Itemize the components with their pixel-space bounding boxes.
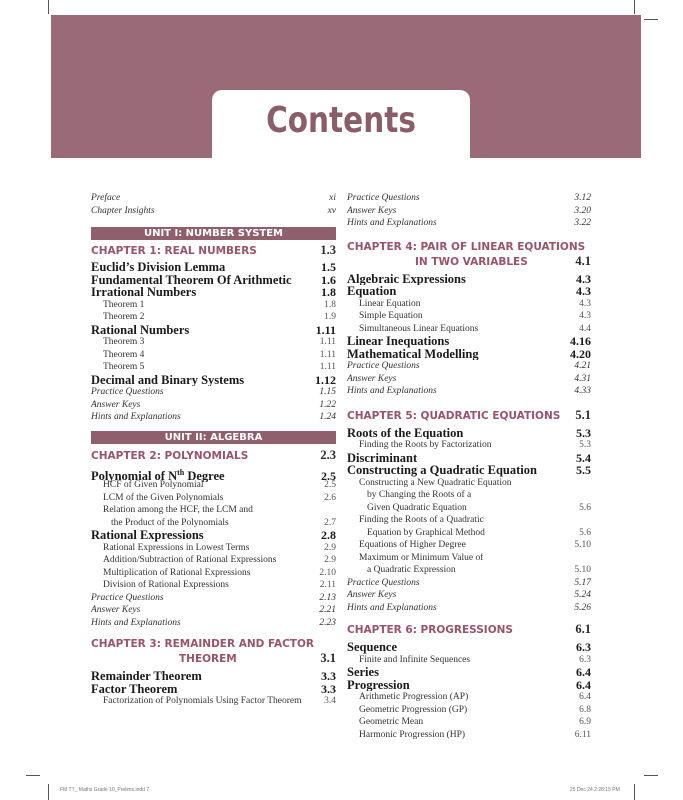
toc-entry-page: 2.3 [320, 447, 336, 462]
toc-entry-page: 5.6 [579, 502, 591, 513]
toc-aux-entry[interactable] [91, 399, 336, 412]
toc-entry-page: 5.3 [576, 425, 591, 440]
toc-entry-page: 2.10 [319, 567, 336, 578]
toc-entry-page: 6.1 [575, 622, 591, 636]
toc-entry-title: Mathematical Modelling [347, 347, 479, 360]
toc-aux-entry[interactable] [91, 617, 336, 630]
chapter-heading[interactable] [91, 448, 336, 462]
toc-entry-title: Arithmetic Progression (AP) [359, 692, 469, 702]
toc-entry-title: Factor Theorem [91, 682, 178, 695]
toc-column-left [91, 192, 336, 708]
toc-subsection-entry[interactable] [347, 704, 591, 717]
toc-subsection-entry[interactable] [91, 567, 336, 580]
toc-entry-page: 5.10 [574, 540, 591, 550]
toc-entry-title: Hints and Explanations [347, 218, 437, 228]
footer-file-info: FM TT_ Maths Grade 10_Prelims.indd 7 [60, 787, 150, 793]
toc-subsection-entry[interactable] [347, 310, 591, 323]
toc-subsection-entry[interactable] [347, 439, 591, 452]
toc-aux-entry[interactable] [347, 373, 591, 386]
toc-entry-page: 6.4 [576, 677, 591, 692]
toc-section-entry[interactable] [347, 452, 591, 465]
crop-mark [48, 0, 49, 14]
toc-section-entry[interactable] [91, 374, 336, 387]
toc-entry-title: Progression [347, 678, 410, 691]
toc-subsection-entry[interactable] [347, 564, 591, 577]
unit-header: UNIT I: NUMBER SYSTEM [91, 227, 336, 240]
toc-entry-page: 3.3 [321, 669, 336, 683]
toc-section-entry[interactable] [91, 261, 336, 274]
toc-entry-title: Geometric Mean [359, 717, 424, 727]
toc-subsection-entry[interactable] [347, 716, 591, 729]
spacer [347, 230, 591, 240]
toc-subsection-entry[interactable] [347, 298, 591, 311]
toc-entry-title: a Quadratic Expression [367, 565, 456, 575]
toc-entry-title: Relation among the HCF, the LCM and [103, 505, 253, 515]
chapter-heading[interactable] [91, 651, 336, 665]
toc-section-entry[interactable] [91, 274, 336, 287]
chapter-heading[interactable] [347, 622, 591, 636]
toc-section-entry[interactable] [91, 670, 336, 683]
toc-entry-title: Equations of Higher Degree [359, 540, 466, 550]
toc-entry-page: 5.10 [574, 565, 591, 575]
toc-section-entry[interactable] [347, 641, 591, 654]
toc-entry-title: Theorem 5 [103, 362, 145, 372]
toc-entry-title: Hints and Explanations [91, 412, 181, 422]
toc-entry-title: Simple Equation [359, 311, 423, 321]
toc-section-entry[interactable] [91, 467, 336, 483]
spacer [347, 398, 591, 408]
toc-subsection-entry[interactable] [91, 517, 336, 530]
toc-entry-page: 6.4 [576, 665, 591, 679]
toc-aux-entry[interactable] [347, 217, 591, 230]
toc-entry-title: Theorem 2 [103, 312, 145, 322]
toc-entry-title: Polynomial of $N^{th}$ Degree [91, 467, 225, 483]
toc-subsection-entry[interactable] [91, 504, 336, 517]
toc-entry-title: CHAPTER 3: REMAINDER AND FACTOR [91, 638, 314, 650]
toc-entry-page: 1.22 [319, 399, 336, 410]
toc-entry-page: xi [329, 193, 336, 203]
toc-aux-entry[interactable] [91, 386, 336, 399]
toc-entry-page: 4.3 [576, 284, 591, 298]
toc-subsection-entry[interactable] [91, 542, 336, 555]
toc-subsection-entry[interactable] [347, 539, 591, 552]
toc-entry-page: 1.11 [315, 322, 336, 337]
toc-entry-page: 5.26 [574, 602, 591, 613]
toc-entry-page: 1.15 [319, 387, 336, 397]
toc-entry-page: 2.9 [324, 555, 336, 565]
toc-entry-title: Harmonic Progression (HP) [359, 729, 466, 740]
toc-entry-title: Decimal and Binary Systems [91, 373, 245, 386]
toc-entry-title: Geometric Progression (GP) [359, 704, 468, 715]
toc-entry-title: Preface [91, 193, 121, 203]
toc-entry-title: Euclid’s Division Lemma [91, 261, 226, 274]
toc-entry-title: Rational Numbers [91, 323, 190, 336]
toc-entry-title: Constructing a New Quadratic Equation [359, 477, 512, 488]
toc-entry-title: Maximum or Minimum Value of [359, 552, 484, 563]
toc-entry-page: 1.24 [319, 412, 336, 422]
toc-entry-title: Finite and Infinite Sequences [359, 654, 471, 665]
toc-entry-title: Remainder Theorem [91, 670, 202, 683]
toc-entry-title: Theorem 4 [103, 349, 145, 360]
toc-entry-title: Practice Questions [91, 387, 164, 397]
toc-subsection-entry[interactable] [91, 361, 336, 374]
toc-entry-title: IN TWO VARIABLES [415, 255, 528, 268]
toc-entry-page: 1.12 [315, 372, 336, 387]
toc-entry-title: Irrational Numbers [91, 286, 197, 299]
toc-entry-page: 6.3 [576, 640, 591, 654]
toc-subsection-entry[interactable] [347, 729, 591, 742]
toc-entry-page: 1.5 [321, 260, 336, 274]
toc-column-right [347, 192, 591, 741]
crop-mark [26, 775, 40, 776]
toc-entry-title: Multiplication of Rational Expressions [103, 567, 251, 578]
toc-entry-page: 5.24 [574, 590, 591, 600]
toc-subsection-entry[interactable] [91, 492, 336, 505]
toc-entry-page: 5.4 [576, 450, 591, 465]
toc-entry-page: 4.3 [579, 311, 591, 321]
toc-entry-title: CHAPTER 2: POLYNOMIALS [91, 449, 249, 462]
chapter-heading[interactable] [347, 408, 591, 422]
crop-mark [644, 775, 658, 776]
toc-entry-title: by Changing the Roots of a [367, 490, 472, 500]
toc-entry-page: 2.6 [324, 492, 336, 503]
toc-entry-title: Discriminant [347, 451, 418, 464]
toc-entry-page: 4.3 [579, 298, 591, 309]
toc-aux-entry[interactable] [91, 604, 336, 617]
toc-section-entry[interactable] [347, 679, 591, 692]
toc-subsection-entry[interactable] [347, 552, 591, 565]
toc-section-entry[interactable] [347, 335, 591, 348]
toc-entry-page: 1.8 [324, 299, 336, 310]
toc-aux-entry[interactable] [91, 411, 336, 424]
crop-mark [634, 0, 635, 14]
toc-entry-page: 5.1 [575, 407, 591, 422]
toc-aux-entry[interactable] [347, 385, 591, 398]
spacer [91, 424, 336, 431]
toc-aux-entry[interactable] [347, 577, 591, 590]
toc-entry-page: 2.23 [319, 617, 336, 628]
toc-entry-page: 3.20 [574, 205, 591, 216]
toc-entry-title: Linear Inequations [347, 335, 450, 348]
toc-entry-page: 1.8 [321, 285, 336, 299]
toc-entry-title: Hints and Explanations [347, 386, 437, 396]
toc-entry-page: 5.3 [579, 440, 591, 450]
toc-entry-page: 4.3 [576, 271, 591, 286]
chapter-heading[interactable] [91, 243, 336, 257]
spacer [91, 629, 336, 637]
toc-entry-title: the Product of the Polynomials [111, 517, 229, 528]
toc-subsection-entry[interactable] [347, 691, 591, 704]
toc-entry-page: 2.5 [321, 468, 336, 483]
toc-aux-entry[interactable] [347, 205, 591, 218]
toc-entry-title: Practice Questions [91, 592, 164, 603]
toc-subsection-entry[interactable] [347, 502, 591, 515]
toc-entry-page: 4.31 [574, 373, 591, 384]
toc-entry-page: 3.22 [574, 218, 591, 228]
toc-subsection-entry[interactable] [91, 695, 336, 708]
toc-entry-title: Hints and Explanations [91, 617, 181, 628]
toc-entry-title: Series [347, 666, 379, 679]
toc-entry-title: CHAPTER 5: QUADRATIC EQUATIONS [347, 409, 561, 422]
toc-entry-title: Answer Keys [347, 590, 397, 600]
toc-entry-page: 4.21 [574, 361, 591, 371]
toc-entry-page: 2.8 [321, 528, 336, 542]
toc-entry-page: 3.12 [574, 193, 591, 203]
toc-entry-page: 2.5 [324, 480, 336, 490]
toc-entry-page: 6.3 [579, 654, 591, 665]
toc-entry-title: Linear Equation [359, 298, 421, 309]
toc-entry-title: Constructing a Quadratic Equation [347, 464, 537, 477]
toc-entry-title: CHAPTER 1: REAL NUMBERS [91, 245, 257, 257]
toc-subsection-entry[interactable] [91, 579, 336, 592]
spacer [347, 614, 591, 622]
toc-entry-page: 4.16 [570, 334, 591, 348]
toc-entry-title: Rational Expressions in Lowest Terms [103, 542, 250, 553]
toc-entry-title: Answer Keys [91, 605, 141, 615]
toc-aux-entry[interactable] [347, 602, 591, 615]
toc-entry-page: 5.6 [579, 527, 591, 538]
toc-section-entry[interactable] [347, 273, 591, 286]
toc-aux-entry[interactable] [91, 205, 336, 218]
toc-subsection-entry[interactable] [347, 654, 591, 667]
toc-entry-title: Algebraic Expressions [347, 272, 466, 285]
toc-aux-entry[interactable] [347, 192, 591, 205]
toc-entry-page: 3.1 [320, 651, 336, 665]
toc-entry-title: Factorization of Polynomials Using Factor Theorem [103, 696, 302, 706]
toc-entry-title: THEOREM [179, 653, 237, 665]
toc-section-entry[interactable] [347, 464, 591, 477]
toc-entry-title: LCM of the Given Polynomials [103, 492, 224, 503]
toc-entry-page: 4.20 [570, 346, 591, 361]
toc-entry-title: Division of Rational Expressions [103, 580, 229, 590]
toc-entry-page: 2.13 [319, 592, 336, 603]
toc-section-entry[interactable] [347, 427, 591, 440]
toc-entry-title: Hints and Explanations [347, 602, 437, 613]
toc-subsection-entry[interactable] [91, 311, 336, 324]
toc-entry-title: HCF of Given Polynomial [103, 480, 204, 490]
toc-aux-entry[interactable] [347, 589, 591, 602]
chapter-heading[interactable] [347, 240, 591, 254]
crop-mark [644, 19, 658, 20]
toc-aux-entry[interactable] [91, 192, 336, 205]
toc-entry-title: Equation by Graphical Method [367, 527, 485, 538]
toc-section-entry[interactable] [347, 666, 591, 679]
toc-section-entry[interactable] [347, 285, 591, 298]
toc-entry-title: Sequence [347, 641, 397, 654]
toc-entry-title: Fundamental Theorem Of Arithmetic [91, 273, 292, 286]
toc-entry-page: 2.9 [324, 542, 336, 553]
chapter-heading[interactable] [91, 637, 336, 651]
toc-entry-title: Answer Keys [347, 373, 397, 384]
toc-entry-title: Theorem 3 [103, 337, 145, 347]
toc-subsection-entry[interactable] [91, 554, 336, 567]
toc-entry-title: CHAPTER 6: PROGRESSIONS [347, 624, 513, 636]
toc-entry-title: CHAPTER 4: PAIR OF LINEAR EQUATIONS [347, 240, 586, 253]
toc-entry-title: Practice Questions [347, 577, 420, 588]
toc-entry-title: Theorem 1 [103, 299, 145, 310]
toc-subsection-entry[interactable] [347, 489, 591, 502]
toc-entry-page: 1.11 [319, 362, 336, 372]
toc-entry-page: 6.4 [579, 692, 591, 702]
toc-aux-entry[interactable] [347, 360, 591, 373]
toc-entry-title: Answer Keys [347, 205, 397, 216]
toc-entry-title: Practice Questions [347, 193, 420, 203]
toc-entry-page: 2.7 [324, 517, 336, 528]
toc-entry-page: 6.8 [579, 704, 591, 715]
toc-entry-page: 1.11 [319, 349, 336, 360]
toc-entry-title: Addition/Subtraction of Rational Expressions [103, 555, 277, 565]
toc-entry-title: Practice Questions [347, 361, 420, 371]
toc-section-entry[interactable] [91, 324, 336, 337]
toc-entry-page: 4.33 [574, 386, 591, 396]
toc-entry-page: 1.3 [320, 243, 336, 257]
toc-subsection-entry[interactable] [91, 336, 336, 349]
toc-subsection-entry[interactable] [91, 299, 336, 312]
toc-entry-page: 1.11 [319, 337, 336, 347]
toc-entry-page: 5.5 [576, 463, 591, 477]
toc-entry-page: 1.9 [324, 312, 336, 322]
page-title: Contents [266, 100, 416, 141]
toc-entry-title: Finding the Roots by Factorization [359, 440, 492, 450]
toc-entry-page: 4.4 [579, 323, 591, 334]
toc-entry-page: 1.6 [321, 272, 336, 287]
toc-entry-title: Given Quadratic Equation [367, 502, 467, 513]
toc-entry-title: Rational Expressions [91, 529, 204, 542]
crop-mark [634, 784, 635, 800]
toc-entry-page: 5.17 [574, 577, 591, 588]
toc-section-entry[interactable] [91, 286, 336, 299]
toc-entry-page: 3.3 [321, 681, 336, 696]
toc-entry-page: 6.11 [574, 729, 591, 740]
spacer [91, 217, 336, 227]
chapter-heading[interactable] [347, 254, 591, 268]
toc-subsection-entry[interactable] [347, 323, 591, 336]
toc-entry-title: Chapter Insights [91, 205, 155, 216]
toc-subsection-entry[interactable] [347, 527, 591, 540]
footer-timestamp: 25 Dec 24 2:28:15 PM [570, 787, 620, 793]
toc-section-entry[interactable] [347, 348, 591, 361]
toc-entry-page: xv [327, 205, 336, 216]
crop-mark [48, 784, 49, 800]
toc-entry-page: 2.21 [319, 605, 336, 615]
toc-entry-page: 2.11 [319, 580, 336, 590]
toc-entry-page: 3.4 [324, 696, 336, 706]
toc-aux-entry[interactable] [91, 592, 336, 605]
unit-header: UNIT II: ALGEBRA [91, 431, 336, 444]
toc-subsection-entry[interactable] [91, 349, 336, 362]
toc-entry-page: 6.9 [579, 717, 591, 727]
toc-section-entry[interactable] [91, 529, 336, 542]
toc-entry-title: Simultaneous Linear Equations [359, 323, 479, 334]
toc-subsection-entry[interactable] [347, 477, 591, 490]
toc-entry-title: Answer Keys [91, 399, 141, 410]
toc-entry-title: Equation [347, 285, 397, 298]
toc-entry-title: Roots of the Equation [347, 426, 464, 439]
toc-entry-title: Finding the Roots of a Quadratic [359, 515, 484, 525]
toc-entry-page: 4.1 [575, 253, 591, 268]
toc-subsection-entry[interactable] [347, 514, 591, 527]
toc-section-entry[interactable] [91, 683, 336, 696]
